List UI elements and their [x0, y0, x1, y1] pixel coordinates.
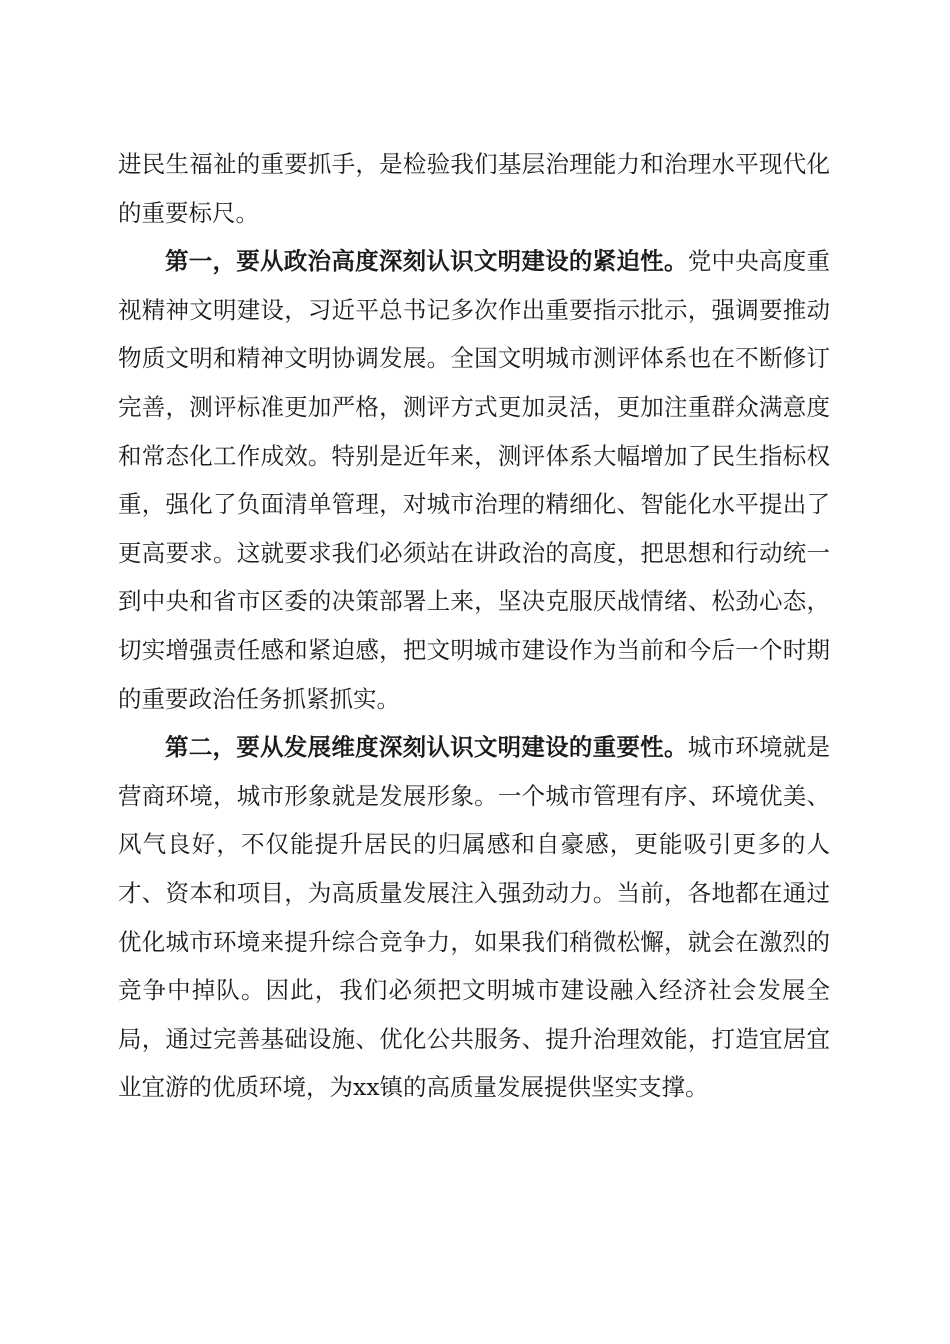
paragraph-lead: 第一，要从政治高度深刻认识文明建设的紧迫性。: [165, 247, 688, 276]
paragraph-point-two: [118, 723, 830, 1112]
paragraph-text: 党中央高度重视精神文明建设，习近平总书记多次作出重要指示批示，强调要推动物质文明和精神文明协调发展。全国文明城市测评体系也在不断修订完善，测评标准更加严格，测评方式更加灵活，更加注重群众满意度和常态化工作成效。特别是近年来，测评体系大幅增加了民生指标权重，强化了负面清单管理，对城市治理的精细化、智能化水平提出了更高要求。这就要求我们必须站在讲政治的高度，把思想和行动统一到中央和省市区委的决策部署上来，坚决克服厌战情绪、松劲心态，切实增强责任感和紧迫感，把文明城市建设作为当前和今后一个时期的重要政治任务抓紧抓实。: [118, 247, 830, 713]
paragraph-point-one: [118, 237, 830, 723]
paragraph-lead: 第二，要从发展维度深刻认识文明建设的重要性。: [165, 733, 688, 762]
paragraph-text: 城市环境就是营商环境，城市形象就是发展形象。一个城市管理有序、环境优美、风气良好，不仅能提升居民的归属感和自豪感，更能吸引更多的人才、资本和项目，为高质量发展注入强劲动力。当前，各地都在通过优化城市环境来提升综合竞争力，如果我们稍微松懈，就会在激烈的竞争中掉队。因此，我们必须把文明城市建设融入经济社会发展全局，通过完善基础设施、优化公共服务、提升治理效能，打造宜居宜业宜游的优质环境，为xx镇的高质量发展提供坚实支撑。: [118, 733, 830, 1102]
paragraph-text: 进民生福祉的重要抓手，是检验我们基层治理能力和治理水平现代化的重要标尺。: [118, 150, 830, 227]
paragraph-continuation: [118, 140, 830, 237]
document-body: [118, 140, 830, 1112]
